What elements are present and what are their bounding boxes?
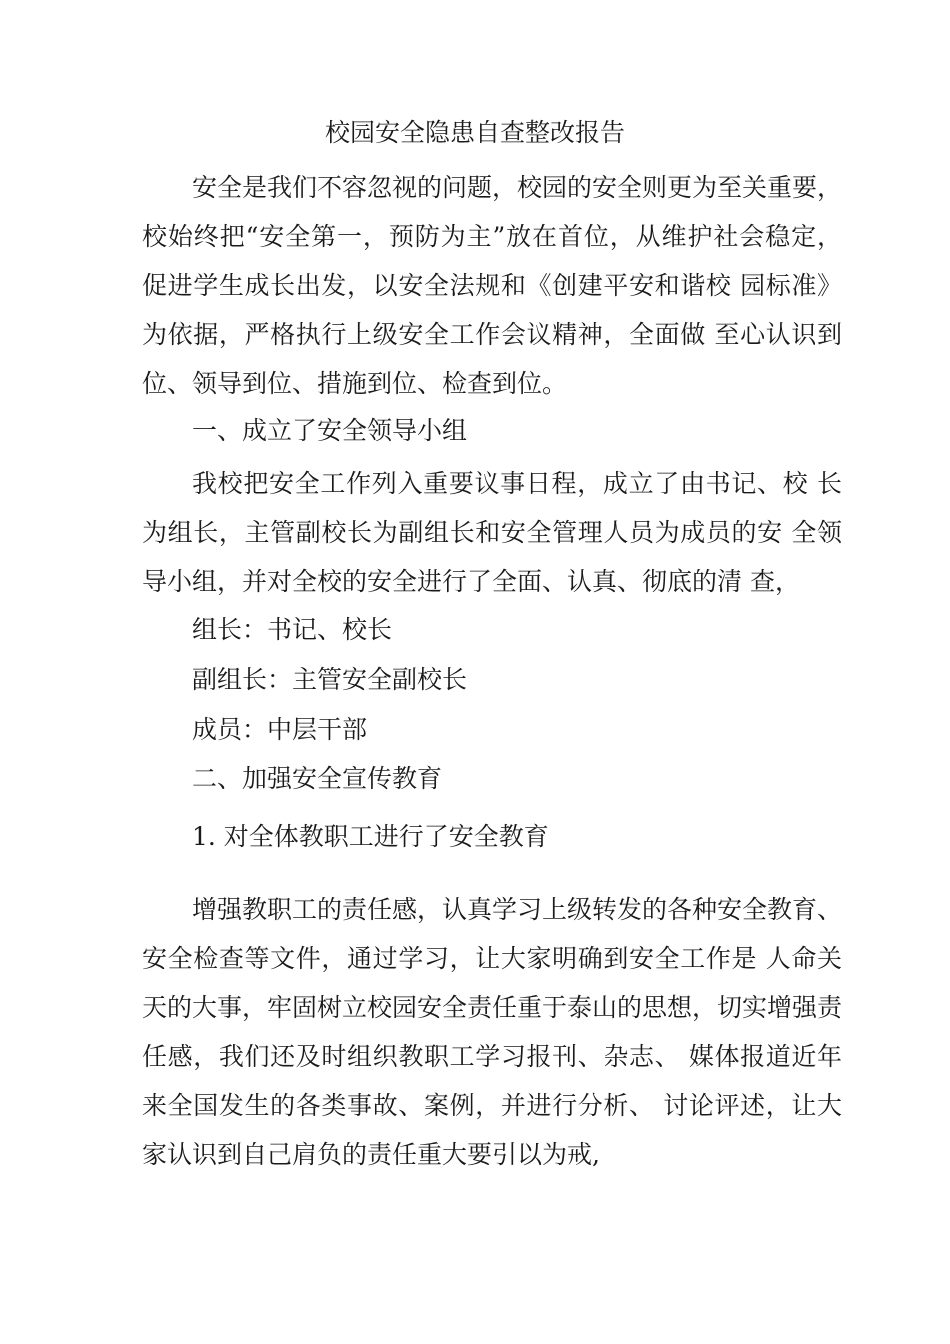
leader-line: 组长：书记、校长 [192, 615, 393, 644]
section1-paragraph: 我校把安全工作列入重要议事日程，成立了由书记、校 长为组长，主管副校长为副组长和安全管理人员为成员的安 全领导小组，并对全校的安全进行了全面、认真、彻底的清 查， [142, 469, 842, 596]
section1-heading: 一、成立了安全领导小组 [192, 416, 468, 445]
section2-heading: 二、加强安全宣传教育 [192, 764, 443, 793]
members-line: 成员：中层干部 [192, 715, 368, 744]
subsection1-paragraph: 增强教职工的责任感，认真学习上级转发的各种安全教育、安全检查等文件，通过学习，让大家明确到安全工作是 人命关天的大事，牢固树立校园安全责任重于泰山的思想，切实增强责任感，我们还及时组织教职工学习报刊、杂志、 媒体报道近年来全国发生的各类事故、案例，并进行分析、 讨论评述，让大家认识到自己肩负的责任重大要引以为戒, [142, 895, 843, 1169]
subsection1-heading: 1. 对全体教职工进行了安全教育 [192, 822, 549, 851]
intro-paragraph: 安全是我们不容忽视的问题，校园的安全则更为至关重要，校始终把“安全第一，预防为主”放在首位，从维护社会稳定，促进学生成长出发，以安全法规和《创建平安和谐校 园标准》为依据，严格执行上级安全工作会议精神，全面做 至心认识到位、领导到位、措施到位、检查到位。 [142, 173, 843, 398]
document-title: 校园安全隐患自查整改报告 [324, 118, 625, 147]
deputy-leader-line: 副组长：主管安全副校长 [192, 665, 468, 694]
